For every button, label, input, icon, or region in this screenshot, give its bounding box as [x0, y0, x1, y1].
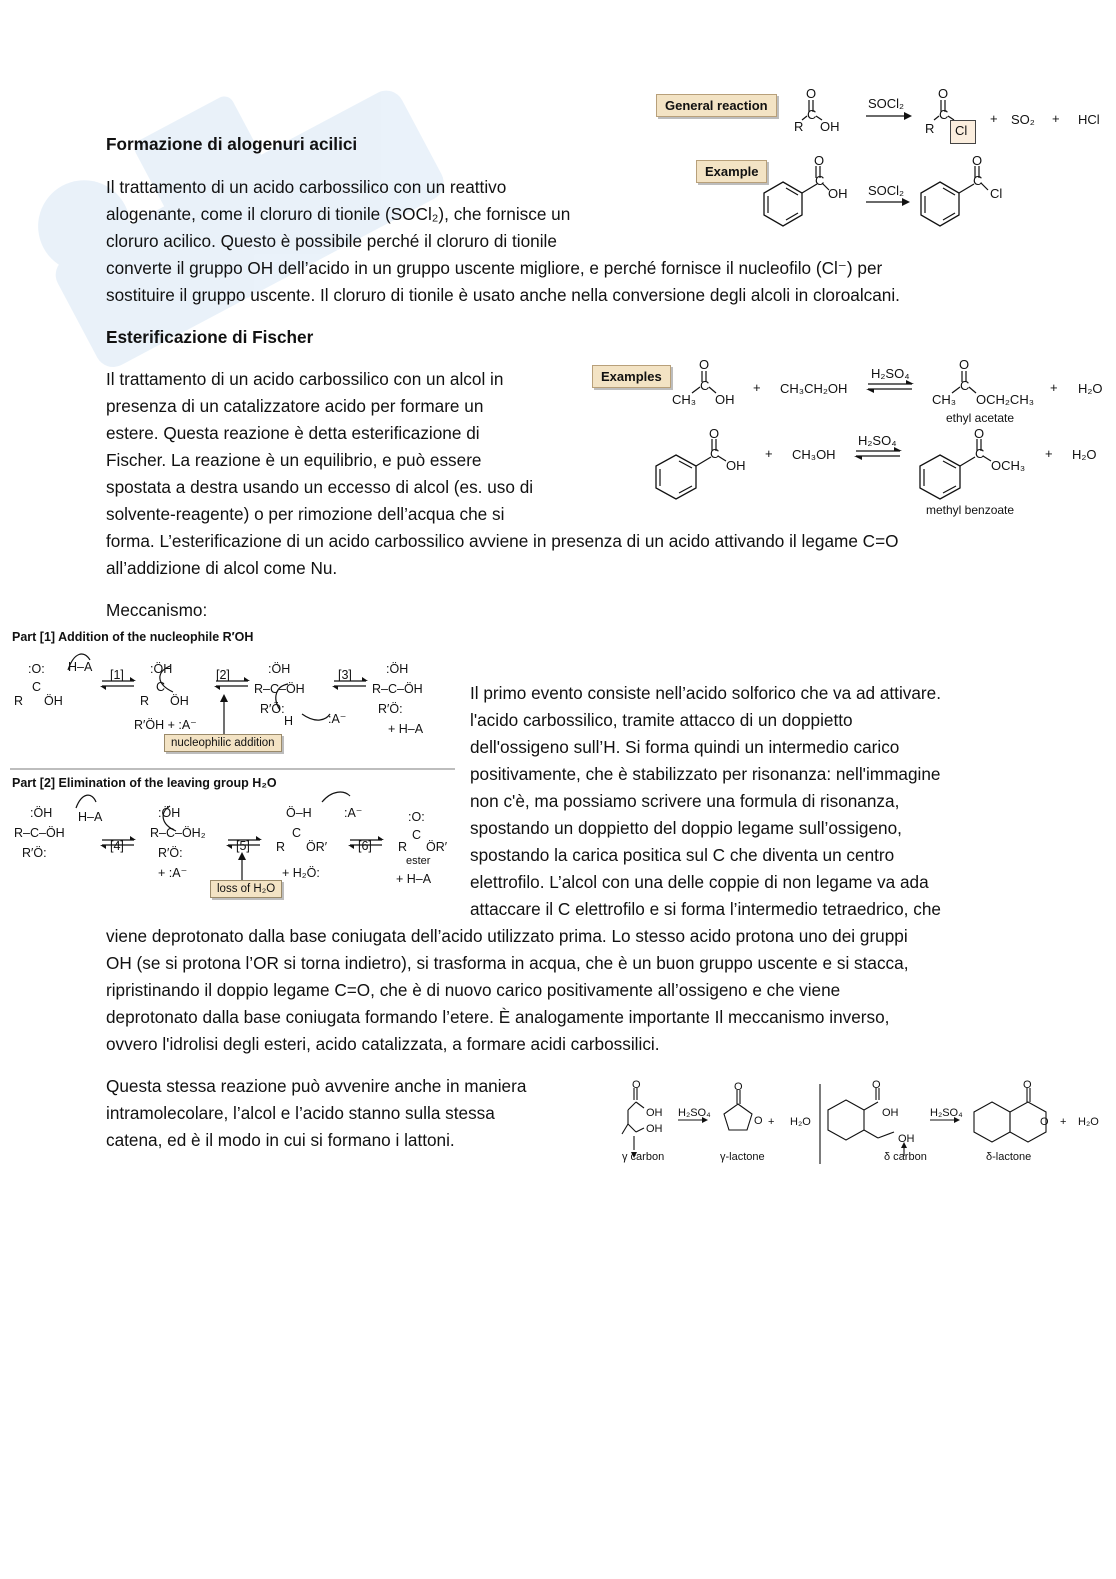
- paragraph-line: spostando un doppietto del doppio legame sull’ossigeno,: [470, 818, 902, 838]
- paragraph-line: intramolecolare, l’alcol e l’acido stanno sulla stessa: [106, 1103, 495, 1123]
- atom-o: O: [974, 426, 985, 441]
- atom-o: O: [972, 153, 983, 168]
- product-water: H₂O: [790, 1116, 811, 1128]
- mech-oh: ÖH: [170, 694, 189, 708]
- atom-o: O: [806, 86, 817, 101]
- mech-c: C: [292, 826, 302, 840]
- mech-plus-ha: + H–A: [388, 722, 424, 736]
- atom-c: C: [973, 173, 983, 188]
- paragraph-line: ripristinando il doppio legame C=O, che è di nuovo carico positivamente all’ossigeno e che viene: [106, 980, 841, 1000]
- mech-oh-top: :ÖH: [386, 662, 409, 676]
- mech-ha: H–A: [78, 810, 103, 824]
- paragraph-line: non c'è, ma possiamo scrivere una formula di risonanza,: [470, 791, 900, 811]
- reagent-ethanol: CH₃CH₂OH: [780, 381, 848, 396]
- atom-o: O: [959, 357, 970, 372]
- mechanism-label: Meccanismo:: [106, 600, 208, 620]
- atom-o: O: [1023, 1079, 1032, 1091]
- atom-c: C: [700, 378, 710, 393]
- mech-c: C: [32, 680, 42, 694]
- atom-c: C: [939, 107, 949, 122]
- group-ch3: CH₃: [932, 392, 957, 407]
- reagent-methanol: CH₃OH: [792, 447, 836, 462]
- mech-plus-a: + :A⁻: [158, 866, 188, 880]
- mechanism-part2-title: Part [2] Elimination of the leaving group H₂O: [12, 776, 277, 790]
- group-och2ch3: OCH₂CH₃: [976, 392, 1035, 407]
- mech-rprime-o: R′Ö:: [260, 702, 285, 716]
- group-ch3: CH₃: [672, 392, 697, 407]
- atom-r: R: [925, 121, 935, 136]
- paragraph-line: deprotonato dalla base coniugata formando l’etere. È analogamente importante Il meccanismo inverso,: [106, 1007, 890, 1027]
- group-oh: OH: [828, 186, 848, 201]
- group-oh: OH: [726, 458, 746, 473]
- paragraph-line: attaccare il C elettrofilo e si forma l’intermedio tetraedrico, che: [470, 899, 941, 919]
- plus-sign: +: [1045, 446, 1053, 461]
- step-5: [5]: [236, 839, 250, 853]
- atom-cl: Cl: [990, 186, 1003, 201]
- mech-r: R: [140, 694, 150, 708]
- atom-c: C: [710, 446, 720, 461]
- caption-ethyl-acetate: ethyl acetate: [946, 411, 1015, 425]
- atom-c: C: [815, 173, 825, 188]
- atom-o: O: [699, 357, 710, 372]
- section-title-acyl-halides: Formazione di alogenuri acilici: [106, 134, 358, 154]
- paragraph-line: Il trattamento di un acido carbossilico con un alcol in: [106, 369, 504, 389]
- mech-ester-label: ester: [406, 855, 431, 867]
- caption-gamma-lactone: γ-lactone: [720, 1151, 765, 1163]
- mech-r: R: [276, 840, 286, 854]
- example-label: Example: [696, 160, 767, 183]
- step-4: [4]: [110, 839, 124, 853]
- reagent-socl2: SOCl₂: [868, 96, 905, 111]
- product-hcl: HCl: [1078, 112, 1100, 127]
- caption-delta-carbon: δ carbon: [884, 1151, 927, 1163]
- paragraph-line: spostando la carica positica sul C che diventa un centro: [470, 845, 895, 865]
- catalyst-h2so4: H₂SO₄: [678, 1107, 711, 1119]
- atom-c: C: [960, 378, 970, 393]
- paragraph-line: elettrofilo. L’alcol con una delle coppie di non legame va ada: [470, 872, 929, 892]
- plus-sign: +: [753, 380, 761, 395]
- mech-or-prime: ÖR′: [306, 840, 328, 854]
- atom-o: O: [734, 1081, 743, 1093]
- figure-acyl-chloride: [650, 86, 1110, 236]
- mech-a-minus: :A⁻: [344, 806, 363, 820]
- mech-oh-plus: :ÖH: [150, 662, 173, 676]
- mech-o-h: Ö–H: [286, 806, 312, 820]
- group-oh: OH: [715, 392, 735, 407]
- mech-h: H: [284, 714, 294, 728]
- group-oh: OH: [882, 1107, 899, 1119]
- figure-fischer-examples: [588, 355, 1108, 525]
- plus-sign: +: [1050, 380, 1058, 395]
- mech-oh-lonepair: :O:: [28, 662, 45, 676]
- paragraph-line: positivamente, che è stabilizzato per risonanza: nell'immagine: [470, 764, 941, 784]
- plus-sign: +: [1052, 111, 1060, 126]
- atom-o: O: [754, 1115, 763, 1127]
- plus-sign: +: [765, 446, 773, 461]
- paragraph-line: OH (se si protona l’OR si torna indietro), si trasforma in acqua, che è un buon gruppo uscente e si stacca,: [106, 953, 909, 973]
- paragraph-line: Questa stessa reazione può avvenire anche in maniera: [106, 1076, 527, 1096]
- paragraph-line: solvente-reagente) o per rimozione dell’acqua che si: [106, 504, 505, 524]
- paragraph-line: spostata a destra usando un eccesso di alcol (es. uso di: [106, 477, 534, 497]
- product-water: H₂O: [1072, 447, 1097, 462]
- mech-rprime-o: R′Ö:: [22, 846, 47, 860]
- paragraph-line: dell'ossigeno sull’H. Si forma quindi un intermedio carico: [470, 737, 900, 757]
- mech-rprime-o: R′Ö:: [378, 702, 403, 716]
- product-so2: SO₂: [1011, 112, 1035, 127]
- mech-rprime-oh-a: R′ÖH + :A⁻: [134, 718, 197, 732]
- atom-c: C: [975, 446, 985, 461]
- plus-sign: +: [990, 111, 998, 126]
- mech-rprime-o: R′Ö:: [158, 846, 183, 860]
- step-6: [6]: [358, 839, 372, 853]
- paragraph-line: converte il gruppo OH dell’acido in un gruppo uscente migliore, e perché fornisce il nucleofilo (Cl⁻) per: [106, 258, 883, 278]
- group-och3: OCH₃: [991, 458, 1026, 473]
- atom-o: O: [709, 426, 720, 441]
- caption-methyl-benzoate: methyl benzoate: [926, 503, 1015, 517]
- mech-r-c-oh: R–C–ÖH: [14, 826, 65, 840]
- reagent-socl2: SOCl₂: [868, 183, 905, 198]
- paragraph-line: ovvero l'idrolisi degli esteri, acido catalizzata, a formare acidi carbossilici.: [106, 1034, 660, 1054]
- paragraph-line: forma. L’esterificazione di un acido carbossilico avviene in presenza di un acido attivando il legame C=O: [106, 531, 899, 551]
- mech-oh-top: :ÖH: [30, 806, 53, 820]
- mech-plus-ha: + H–A: [396, 872, 432, 886]
- figure-mechanism: [10, 626, 460, 912]
- mechanism-part1-title: Part [1] Addition of the nucleophile R′OH: [12, 630, 254, 644]
- paragraph-line: alogenante, come il cloruro di tionile (SOCl₂), che fornisce un: [106, 204, 571, 224]
- paragraph-line: catena, ed è il modo in cui si formano i lattoni.: [106, 1130, 455, 1150]
- catalyst-h2so4: H₂SO₄: [871, 366, 910, 381]
- paragraph-line: l'acido carbossilico, tramite attacco di un doppietto: [470, 710, 853, 730]
- mech-oh-top: :ÖH: [268, 662, 291, 676]
- step-3: [3]: [338, 668, 352, 682]
- mech-r-c-oh2: R–C–ÖH₂: [150, 826, 206, 840]
- paragraph-line: viene deprotonato dalla base coniugata dell’acido utilizzato prima. Lo stesso acido protona uno dei gruppi: [106, 926, 908, 946]
- plus-sign: +: [768, 1116, 775, 1128]
- atom-r: R: [794, 119, 804, 134]
- caption-delta-lactone: δ-lactone: [986, 1151, 1032, 1163]
- step-1: [1]: [110, 668, 124, 682]
- mech-c: C: [412, 828, 422, 842]
- atom-o: O: [632, 1079, 641, 1091]
- mech-r: R: [14, 694, 24, 708]
- product-water: H₂O: [1078, 381, 1103, 396]
- mech-r: R: [398, 840, 408, 854]
- mech-or-prime: ÖR′: [426, 840, 448, 854]
- paragraph-line: Il primo evento consiste nell’acido solforico che va ad attivare.: [470, 683, 941, 703]
- group-oh: OH: [898, 1133, 915, 1145]
- group-oh: OH: [646, 1107, 663, 1119]
- plus-sign: +: [1060, 1116, 1067, 1128]
- atom-c: C: [807, 107, 817, 122]
- mech-oh-top: :ÖH: [158, 806, 181, 820]
- atom-o: O: [1040, 1116, 1049, 1128]
- product-water: H₂O: [1078, 1116, 1099, 1128]
- atom-o: O: [814, 153, 825, 168]
- mech-r-c-oh: R–C–ÖH: [372, 682, 423, 696]
- mech-plus-water: + H₂Ö:: [282, 866, 320, 880]
- mech-r-c-oh: R–C–ÖH: [254, 682, 305, 696]
- mech-a-minus: :A⁻: [328, 712, 347, 726]
- paragraph-line: Fischer. La reazione è un equilibrio, e può essere: [106, 450, 482, 470]
- group-oh: OH: [820, 119, 840, 134]
- examples-label: Examples: [592, 365, 671, 388]
- general-reaction-label: General reaction: [656, 94, 777, 117]
- atom-o: O: [938, 86, 949, 101]
- figure-lactones: [600, 1078, 1106, 1168]
- paragraph-line: Il trattamento di un acido carbossilico con un reattivo: [106, 177, 507, 197]
- catalyst-h2so4: H₂SO₄: [930, 1107, 963, 1119]
- mech-ha: H–A: [68, 660, 93, 674]
- paragraph-line: estere. Questa reazione è detta esterificazione di: [106, 423, 480, 443]
- paragraph-line: presenza di un catalizzatore acido per formare un: [106, 396, 484, 416]
- catalyst-h2so4: H₂SO₄: [858, 433, 897, 448]
- paragraph-line: sostituire il gruppo uscente. Il cloruro di tionile è usato anche nella conversione degli alcoli in cloroalcani.: [106, 285, 900, 305]
- loss-of-water-box: loss of H₂O: [210, 880, 282, 898]
- atom-cl: Cl: [955, 123, 968, 138]
- paragraph-line: cloruro acilico. Questo è possibile perché il cloruro di tionile: [106, 231, 557, 251]
- paragraph-line: all’addizione di alcol come Nu.: [106, 558, 338, 578]
- section-title-fischer: Esterificazione di Fischer: [106, 327, 314, 347]
- mech-c: C: [156, 680, 166, 694]
- mech-oh: ÖH: [44, 694, 63, 708]
- step-2: [2]: [216, 668, 230, 682]
- caption-gamma-carbon: γ carbon: [622, 1151, 665, 1163]
- group-oh: OH: [646, 1123, 663, 1135]
- mech-o-double: :O:: [408, 810, 425, 824]
- nucleophilic-addition-box: nucleophilic addition: [164, 734, 282, 752]
- atom-o: O: [872, 1079, 881, 1091]
